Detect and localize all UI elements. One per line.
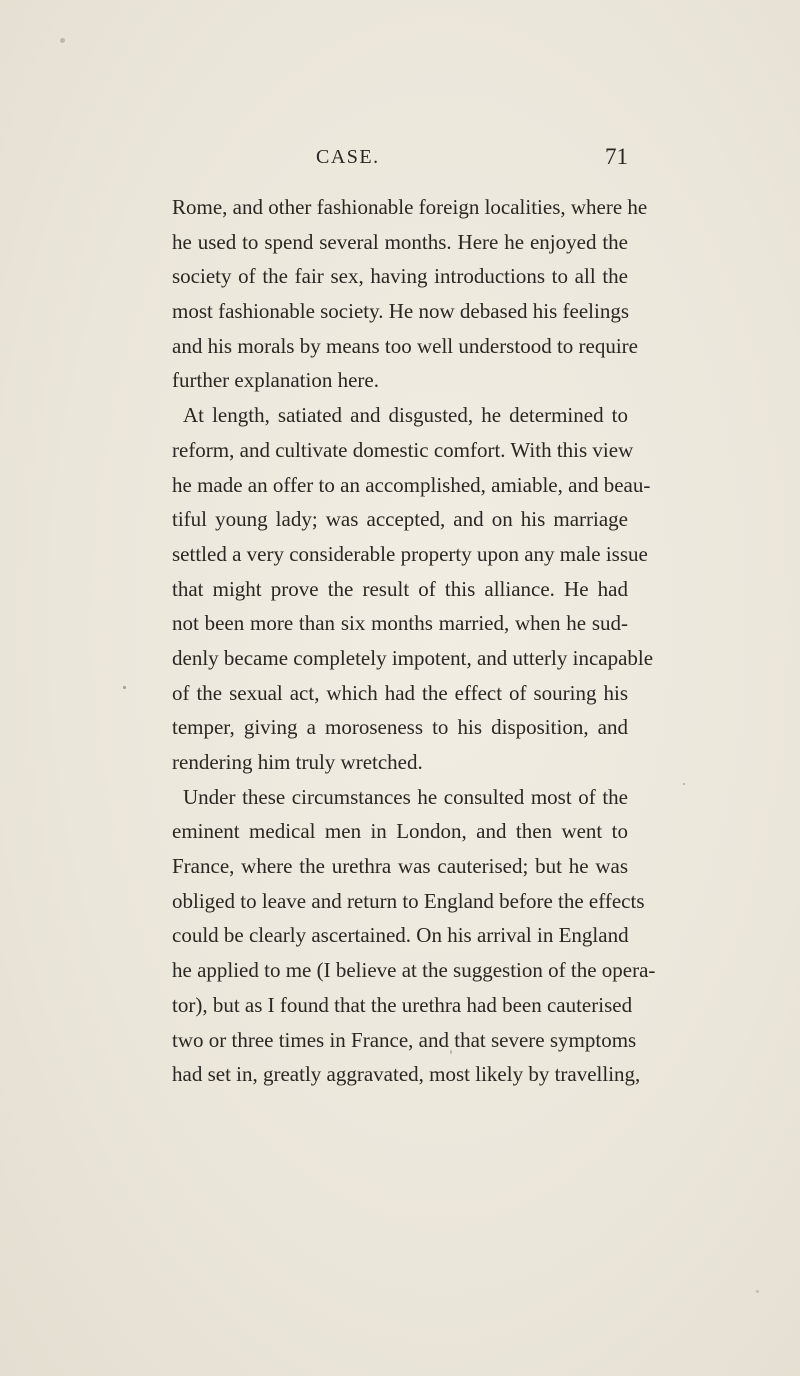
running-head — [258, 142, 628, 172]
text-line: tiful young lady; was accepted, and on his marriage — [172, 507, 628, 532]
text-line: that might prove the result of this alliance. He had — [172, 576, 628, 601]
paper-speck — [60, 38, 65, 43]
text-line: rendering him truly wretched. — [172, 750, 423, 774]
paper-speck — [450, 1050, 452, 1054]
text-line: eminent medical men in London, and then went to — [172, 819, 628, 844]
text-line: most fashionable society. He now debased his feelings — [172, 299, 630, 324]
text-line: denly became completely impotent, and utterly incapable — [172, 645, 654, 670]
text-line: he made an offer to an accomplished, amiable, and beau- — [172, 472, 651, 497]
text-line: temper, giving a moroseness to his disposition, and — [172, 715, 628, 740]
text-line: reform, and cultivate domestic comfort. With this view — [172, 437, 634, 462]
text-line: At length, satiated and disgusted, he determined to — [183, 403, 628, 428]
text-line: society of the fair sex, having introductions to all the — [172, 264, 628, 289]
text-line: Rome, and other fashionable foreign localities, where he — [172, 195, 648, 219]
text-line: could be clearly ascertained. On his arrival in England — [172, 923, 629, 948]
text-line: he applied to me (I believe at the suggestion of the opera- — [172, 958, 656, 983]
text-line: tor), but as I found that the urethra had been cauterised — [172, 992, 633, 1017]
text-line: he used to spend several months. Here he enjoyed the — [172, 229, 628, 254]
text-line: settled a very considerable property upon any male issue — [172, 541, 648, 566]
text-line: of the sexual act, which had the effect of souring his — [172, 680, 628, 705]
paper-speck — [756, 1290, 759, 1293]
page-number: 71 — [605, 144, 628, 169]
running-title: CASE. — [316, 146, 380, 168]
paper-speck — [123, 686, 126, 689]
text-line: had set in, greatly aggravated, most likely by travelling, — [172, 1062, 641, 1087]
body-text — [172, 190, 656, 1092]
paper-speck — [683, 783, 685, 785]
text-line: and his morals by means too well understood to require — [172, 333, 638, 358]
text-line: obliged to leave and return to England before the effects — [172, 888, 645, 913]
text-line: not been more than six months married, when he sud- — [172, 611, 628, 636]
text-line: two or three times in France, and that severe symptoms — [172, 1027, 637, 1052]
text-line: further explanation here. — [172, 368, 379, 393]
text-line: Under these circumstances he consulted most of the — [183, 784, 628, 809]
text-line: France, where the urethra was cauterised; but he was — [172, 854, 628, 879]
